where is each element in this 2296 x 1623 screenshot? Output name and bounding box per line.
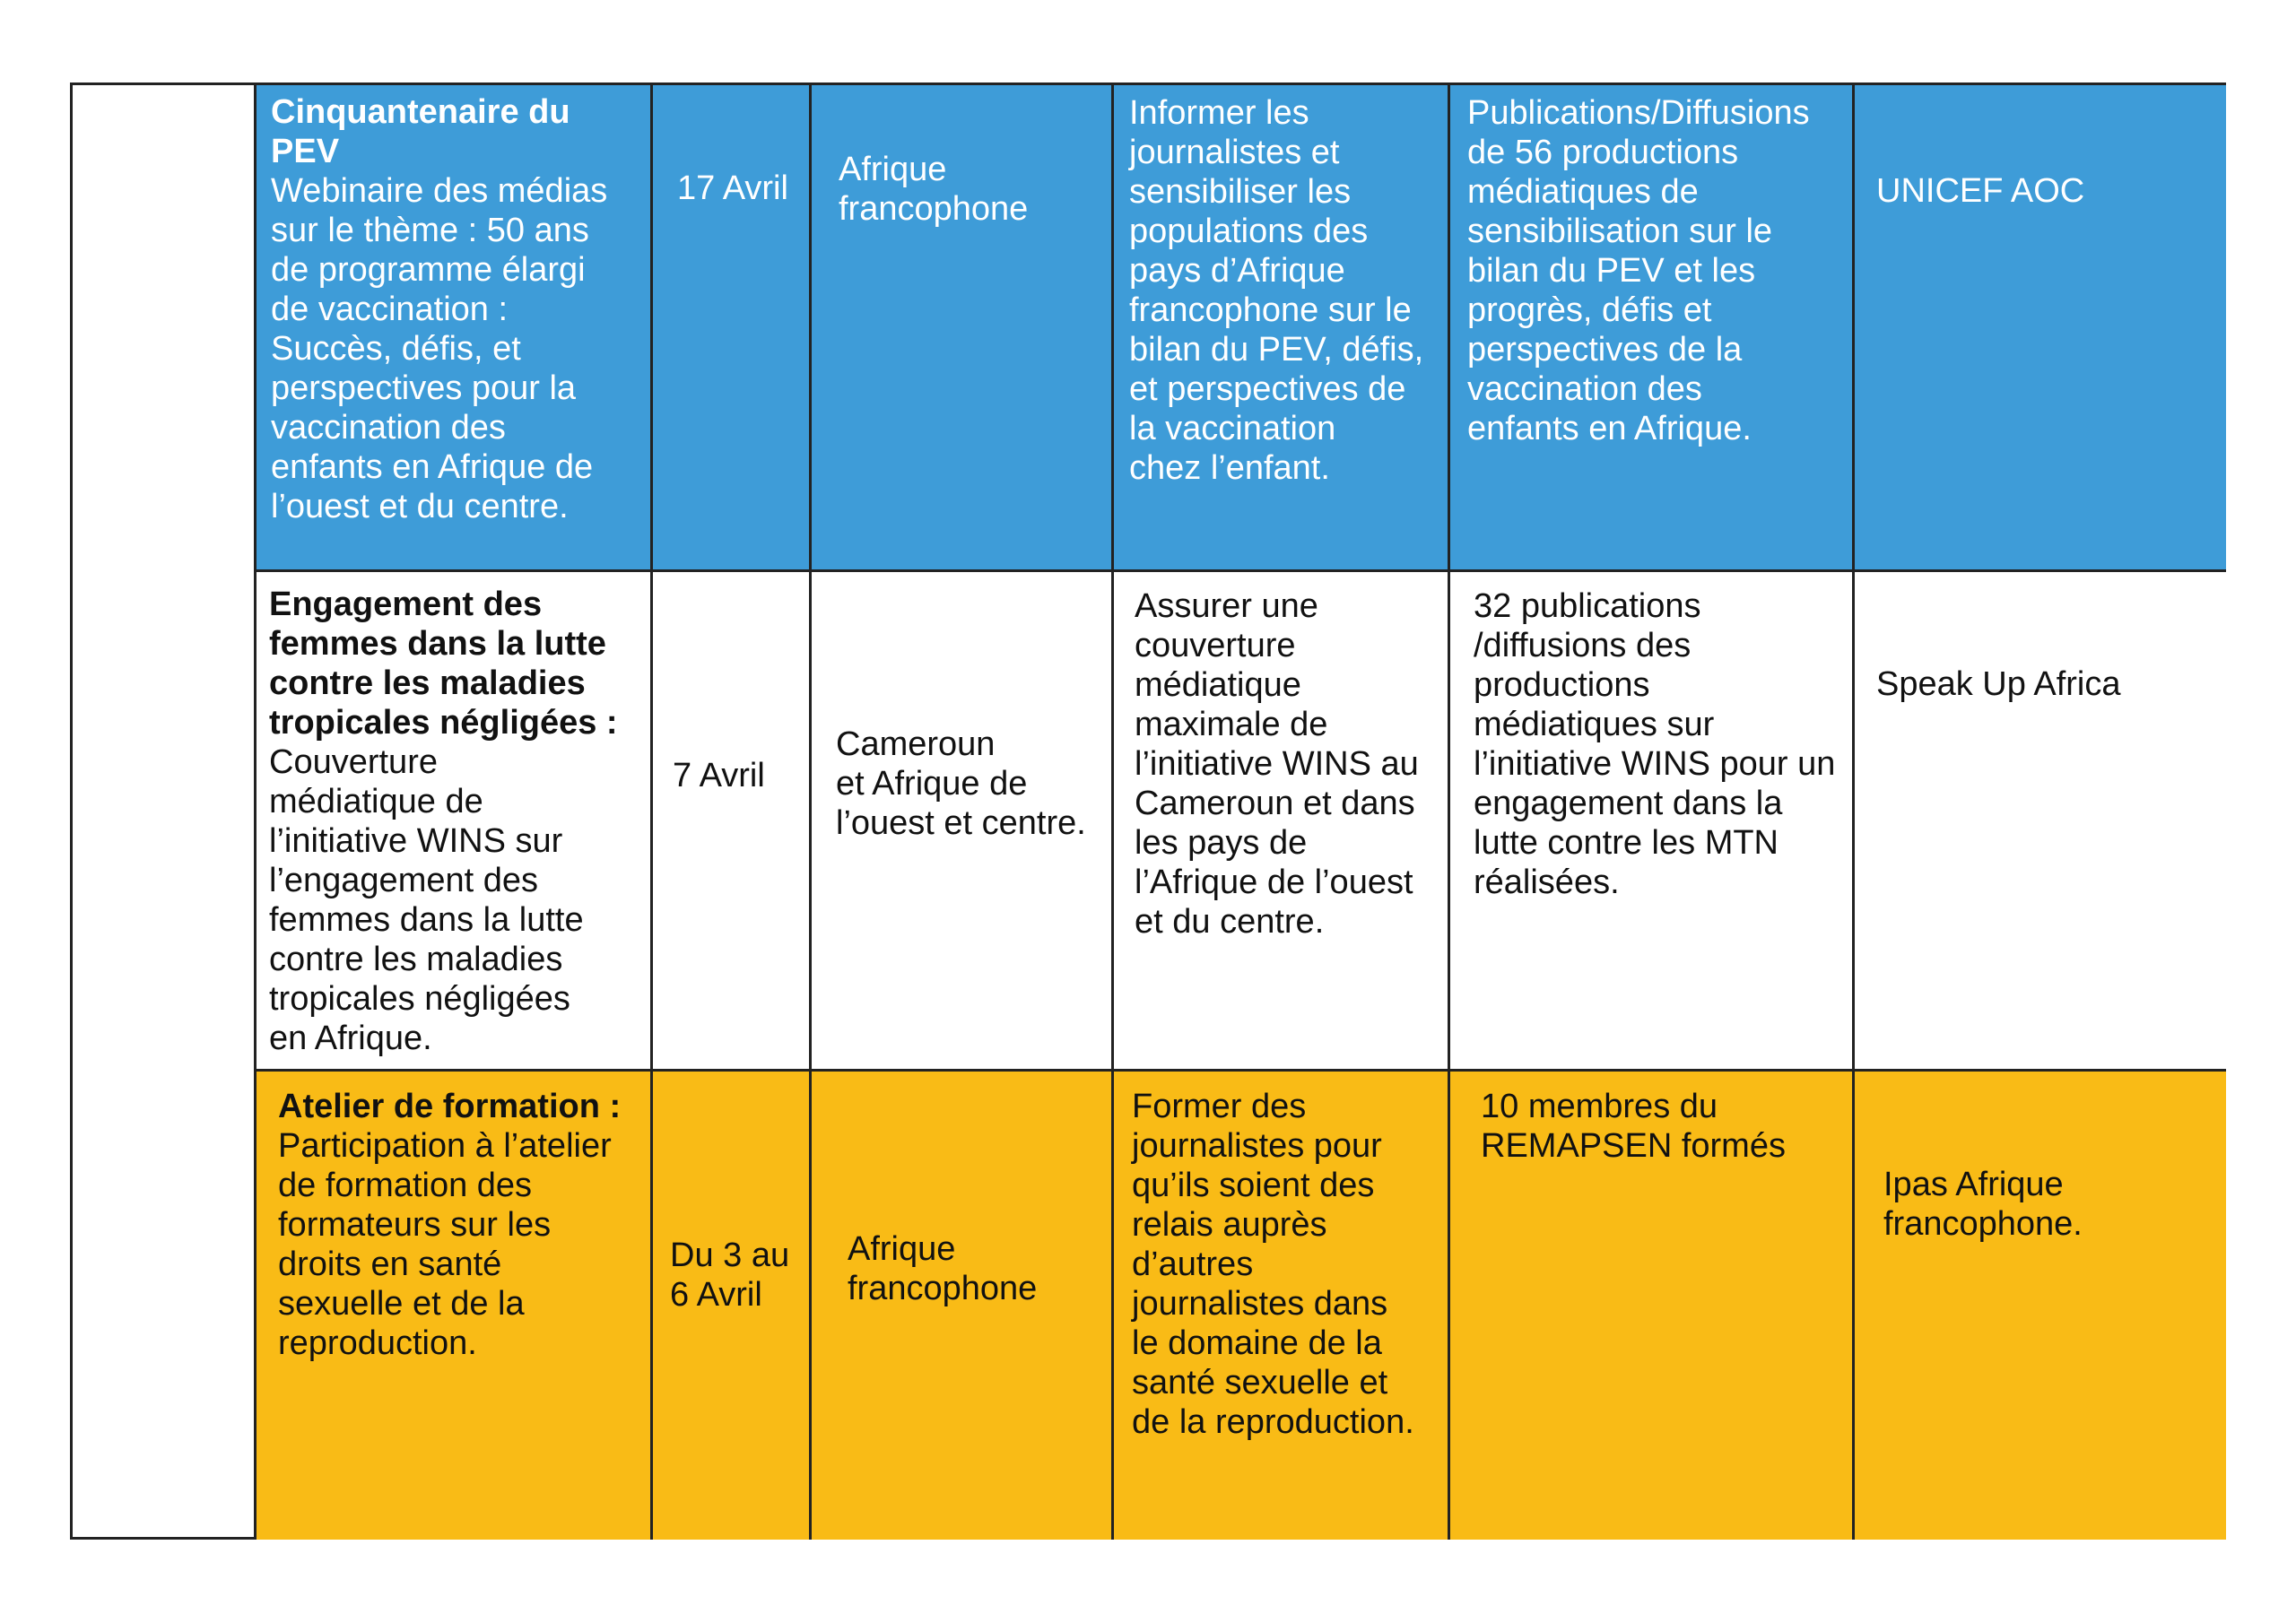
- activity-title: [271, 92, 607, 171]
- activity-body-line: perspectives pour la: [271, 369, 577, 407]
- zone-line: et Afrique de: [836, 765, 1028, 803]
- activity-body-line: tropicales négligées: [269, 980, 570, 1018]
- objective-line: l’initiative WINS au: [1135, 745, 1419, 783]
- zone-line: Afrique: [839, 151, 947, 188]
- row-divider: [254, 1069, 2226, 1072]
- activity-title: [278, 1087, 621, 1126]
- column-divider: [1852, 85, 1855, 1540]
- objective-line: d’autres: [1132, 1245, 1254, 1283]
- activity-title-line: PEV: [271, 133, 340, 170]
- objective-line: journalistes dans: [1132, 1285, 1388, 1323]
- activity-body-line: vaccination des: [271, 409, 506, 447]
- objective-line: relais auprès: [1132, 1206, 1327, 1244]
- objective-line: couverture: [1135, 627, 1296, 664]
- row-3-objective: [1132, 1087, 1414, 1442]
- partner-line: UNICEF AOC: [1876, 172, 2085, 210]
- objective-line: Cameroun et dans: [1135, 785, 1415, 822]
- row-3-partner: [1883, 1165, 2083, 1244]
- result-line: 10 membres du: [1481, 1088, 1718, 1125]
- activity-body-line: droits en santé: [278, 1245, 502, 1283]
- objective-line: Former des: [1132, 1088, 1307, 1125]
- row-2-zone: [836, 725, 1086, 843]
- activity-title-line: Cinquantenaire du: [271, 93, 570, 131]
- result-line: réalisées.: [1474, 864, 1620, 901]
- activity-body-line: l’initiative WINS sur: [269, 822, 563, 860]
- row-2-partner: [1876, 664, 2120, 704]
- objective-line: pays d’Afrique: [1129, 252, 1345, 290]
- result-line: de 56 productions: [1467, 134, 1739, 171]
- objective-line: Informer les: [1129, 94, 1309, 132]
- result-line: /diffusions des: [1474, 627, 1692, 664]
- zone-line: Afrique: [848, 1230, 956, 1268]
- objective-line: les pays de: [1135, 824, 1308, 862]
- activity-body-line: Webinaire des médias: [271, 172, 608, 210]
- date-line: 17 Avril: [677, 169, 788, 207]
- objective-line: le domaine de la: [1132, 1324, 1382, 1362]
- activity-title-line: femmes dans la lutte: [269, 625, 606, 663]
- row-1-date: [677, 169, 788, 208]
- activity-body-line: sur le thème : 50 ans: [271, 212, 589, 249]
- result-line: vaccination des: [1467, 370, 1702, 408]
- objective-line: de la reproduction.: [1132, 1403, 1414, 1441]
- row-2-activity: [269, 585, 618, 1058]
- objective-line: qu’ils soient des: [1132, 1167, 1375, 1204]
- objective-line: Assurer une: [1135, 587, 1318, 625]
- activity-body-line: reproduction.: [278, 1324, 477, 1362]
- result-line: progrès, défis et: [1467, 291, 1712, 329]
- activity-body-line: formateurs sur les: [278, 1206, 552, 1244]
- objective-line: journalistes et: [1129, 134, 1340, 171]
- activity-body-line: enfants en Afrique de: [271, 448, 594, 486]
- zone-line: l’ouest et centre.: [836, 804, 1086, 842]
- activity-title: [269, 585, 618, 742]
- row-3-date: [670, 1236, 789, 1315]
- date-line: Du 3 au: [670, 1237, 790, 1274]
- result-line: bilan du PEV et les: [1467, 252, 1756, 290]
- activity-body-line: Succès, défis, et: [271, 330, 521, 368]
- objective-line: francophone sur le: [1129, 291, 1412, 329]
- column-divider: [254, 85, 257, 1540]
- activity-body-line: de programme élargi: [271, 251, 586, 289]
- result-line: perspectives de la: [1467, 331, 1743, 369]
- row-1-objective: [1129, 93, 1423, 488]
- row-3-zone: [848, 1229, 1037, 1308]
- activity-body-line: femmes dans la lutte: [269, 901, 584, 939]
- row-1-zone: [839, 150, 1028, 229]
- row-1-activity: [271, 92, 607, 526]
- objective-line: médiatique: [1135, 666, 1301, 704]
- activity-body-line: Couverture: [269, 743, 438, 781]
- activity-title-line: Engagement des: [269, 586, 543, 623]
- partner-line: francophone.: [1883, 1205, 2083, 1243]
- activity-body-line: sexuelle et de la: [278, 1285, 525, 1323]
- objective-line: populations des: [1129, 213, 1369, 250]
- activity-body-line: médiatique de: [269, 783, 483, 820]
- row-2-objective: [1135, 586, 1419, 942]
- row-2-result: [1474, 586, 1835, 902]
- result-line: Publications/Diffusions: [1467, 94, 1810, 132]
- result-line: l’initiative WINS pour un: [1474, 745, 1836, 783]
- activity-body-line: l’ouest et du centre.: [271, 488, 569, 525]
- activity-title-line: Atelier de formation :: [278, 1088, 622, 1125]
- activity-title-line: contre les maladies: [269, 664, 586, 702]
- row-divider: [254, 569, 2226, 572]
- result-line: engagement dans la: [1474, 785, 1783, 822]
- objective-line: et du centre.: [1135, 903, 1325, 941]
- activity-title-line: tropicales négligées :: [269, 704, 618, 742]
- activity-body-line: en Afrique.: [269, 1020, 432, 1057]
- activity-body-line: de vaccination :: [271, 291, 509, 328]
- date-line: 7 Avril: [673, 757, 765, 794]
- date-line: 6 Avril: [670, 1276, 762, 1314]
- zone-line: Cameroun: [836, 725, 996, 763]
- column-divider: [1448, 85, 1450, 1540]
- row-1-partner: [1876, 171, 2084, 211]
- result-line: médiatiques de: [1467, 173, 1699, 211]
- result-line: 32 publications: [1474, 587, 1701, 625]
- result-line: lutte contre les MTN: [1474, 824, 1779, 862]
- objective-line: la vaccination: [1129, 410, 1336, 447]
- row-3-result: [1481, 1087, 1786, 1166]
- objective-line: et perspectives de: [1129, 370, 1406, 408]
- objective-line: bilan du PEV, défis,: [1129, 331, 1424, 369]
- objective-line: journalistes pour: [1132, 1127, 1382, 1165]
- zone-line: francophone: [839, 190, 1029, 228]
- column-divider: [809, 85, 812, 1540]
- column-divider: [1111, 85, 1114, 1540]
- result-line: enfants en Afrique.: [1467, 410, 1752, 447]
- objective-line: maximale de: [1135, 706, 1328, 743]
- activity-body-line: Participation à l’atelier: [278, 1127, 612, 1165]
- objective-line: sensibiliser les: [1129, 173, 1352, 211]
- objective-line: l’Afrique de l’ouest: [1135, 864, 1413, 901]
- result-line: médiatiques sur: [1474, 706, 1715, 743]
- objective-line: chez l’enfant.: [1129, 449, 1330, 487]
- objective-line: santé sexuelle et: [1132, 1364, 1388, 1402]
- column-divider: [650, 85, 653, 1540]
- partner-line: Speak Up Africa: [1876, 665, 2121, 703]
- partner-line: Ipas Afrique: [1883, 1166, 2064, 1203]
- activity-body-line: l’engagement des: [269, 862, 538, 899]
- activity-body-line: contre les maladies: [269, 941, 563, 978]
- row-3-activity: [278, 1087, 621, 1363]
- activity-body-line: de formation des: [278, 1167, 533, 1204]
- result-line: productions: [1474, 666, 1650, 704]
- zone-line: francophone: [848, 1270, 1038, 1307]
- row-1-result: [1467, 93, 1810, 448]
- result-line: sensibilisation sur le: [1467, 213, 1773, 250]
- row-2-date: [673, 756, 765, 795]
- result-line: REMAPSEN formés: [1481, 1127, 1786, 1165]
